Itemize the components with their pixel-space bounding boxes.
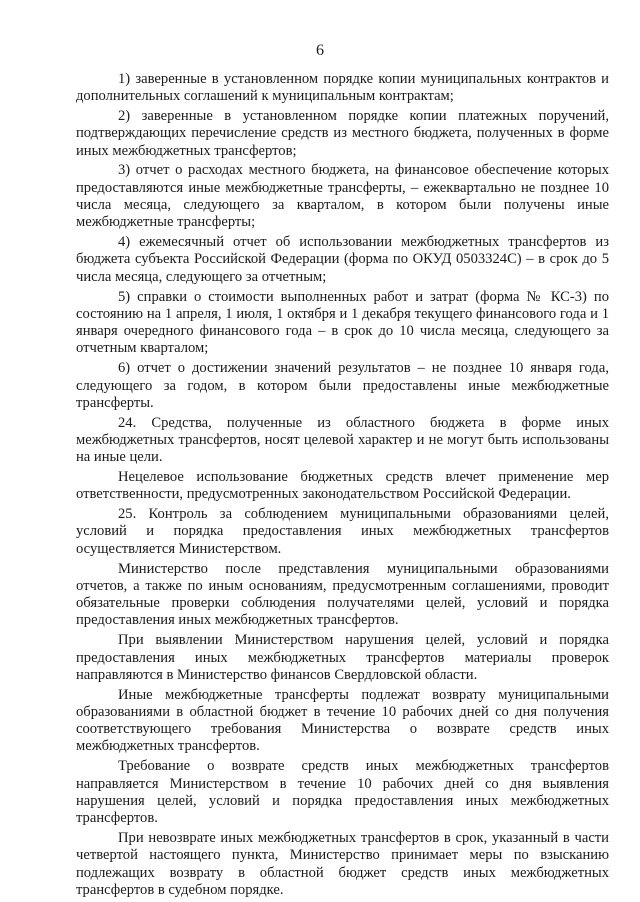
- paragraph-item-3: 3) отчет о расходах местного бюджета, на финансовое обеспечение которых предоставляются иные межбюджетные трансферты, – ежеквартально не позднее 10 числа месяца, следующего за кварталом, в котором были получены иные межбюджетные трансферты;: [76, 162, 609, 231]
- paragraph-refund: Иные межбюджетные трансферты подлежат возврату муниципальными образованиями в областной бюджет в течение 10 рабочих дней со дня получения соответствующего требования Министерства о возврате средств иных межбюджетных трансфертов.: [76, 686, 609, 755]
- paragraph-court-recovery: При невозврате иных межбюджетных трансфертов в срок, указанный в части четвертой настоящего пункта, Министерство принимает меры по взысканию подлежащих возврату в областной бюджет средств иных межбюджетных трансфертов в судебном порядке.: [76, 829, 609, 898]
- page-number: 6: [316, 42, 324, 59]
- paragraph-refund-demand: Требование о возврате средств иных межбюджетных трансфертов направляется Министерством в течение 10 рабочих дней со дня выявления нарушения целей, условий и порядка предоставления иных межбюджетных трансфертов.: [76, 758, 609, 827]
- paragraph-item-4: 4) ежемесячный отчет об использовании межбюджетных трансфертов из бюджета субъекта Российской Федерации (форма по ОКУД 0503324С) – в срок до 5 числа месяца, следующего за отчетным;: [76, 234, 609, 285]
- paragraph-item-5: 5) справки о стоимости выполненных работ и затрат (форма № КС-3) по состоянию на 1 апреля, 1 июля, 1 октября и 1 декабря текущего финансового года и 1 января очередного финансового года – в срок до 10 числа месяца, следующего за отчетным кварталом;: [76, 288, 609, 357]
- paragraph-item-2: 2) заверенные в установленном порядке копии платежных поручений, подтверждающих перечисление средств из местного бюджета, полученных в форме иных межбюджетных трансфертов;: [76, 108, 609, 159]
- paragraph-item-6: 6) отчет о достижении значений результатов – не позднее 10 января года, следующего за годом, в котором были предоставлены иные межбюджетные трансферты.: [76, 360, 609, 411]
- document-body: [76, 71, 609, 902]
- paragraph-inspections: Министерство после представления муниципальными образованиями отчетов, а также по иным основаниям, предусмотренным соглашениями, проводит обязательные проверки соблюдения получателями целей, условий и порядка предоставления иных межбюджетных трансфертов.: [76, 560, 609, 629]
- paragraph-item-1: 1) заверенные в установленном порядке копии муниципальных контрактов и дополнительных соглашений к муниципальным контрактам;: [76, 71, 609, 105]
- paragraph-violations: При выявлении Министерством нарушения целей, условий и порядка предоставления иных межбюджетных трансфертов материалы проверок направляются в Министерство финансов Свердловской области.: [76, 632, 609, 683]
- paragraph-misuse-liability: Нецелевое использование бюджетных средств влечет применение мер ответственности, предусмотренных законодательством Российской Федерации.: [76, 469, 609, 503]
- paragraph-clause-24: 24. Средства, полученные из областного бюджета в форме иных межбюджетных трансфертов, носят целевой характер и не могут быть использованы на иные цели.: [76, 414, 609, 466]
- paragraph-clause-25: 25. Контроль за соблюдением муниципальными образованиями целей, условий и порядка предоставления иных межбюджетных трансфертов осуществляется Министерством.: [76, 506, 609, 557]
